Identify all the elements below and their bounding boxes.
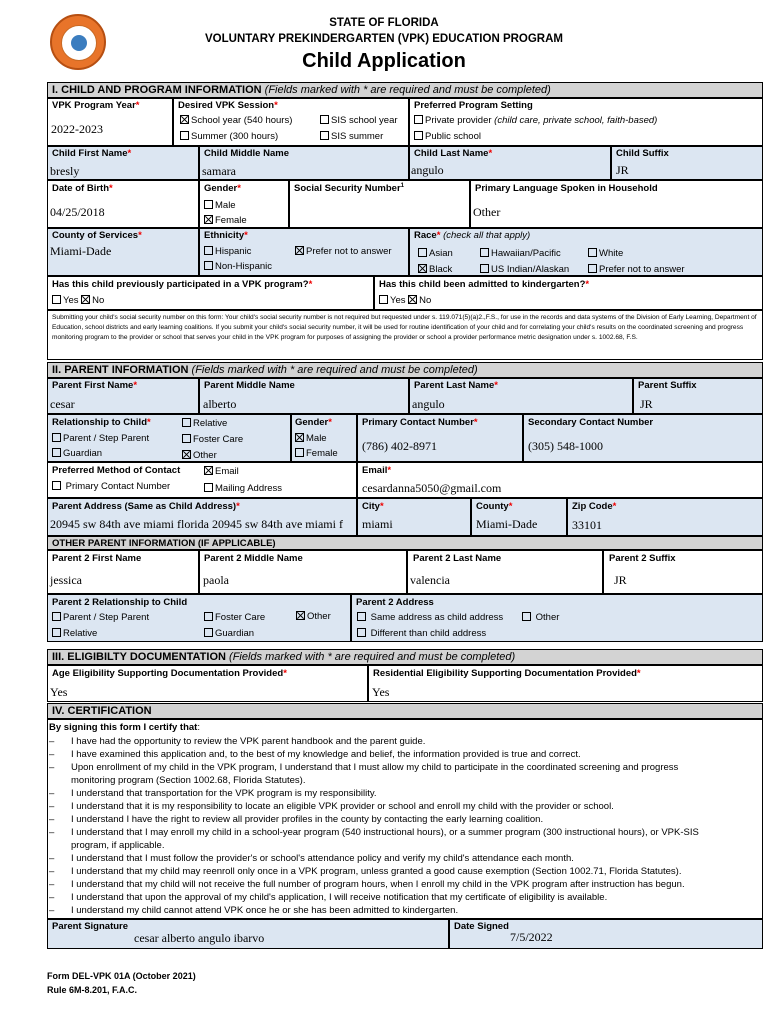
contact-mailing-checkbox[interactable]: Mailing Address bbox=[204, 483, 282, 494]
county-of-services-cell: County of Services* Miami-Dade bbox=[47, 228, 199, 276]
cert-line: – Upon enrollment of my child in the VPK program, I understand that I must allow my child to participate in the coordinated screening and progress bbox=[49, 762, 679, 773]
p2-addr-same-checkbox[interactable]: Same address as child address bbox=[357, 612, 503, 623]
residential-eligibility-cell: Residential Eligibility Supporting Documentation Provided* Yes bbox=[368, 665, 763, 702]
cert-line: – I have had the opportunity to review the VPK parent handbook and the parent guide. bbox=[49, 736, 426, 747]
ssn-note-text: Submitting your child's social security number on this form: Your child's social security number is not required but requested under s. 119.071(5)(a)2.,F.S., for use in the records and data systems of the Division of Early Learning, Department of Education, school districts and early learning coalitions. If you submit your child's social security number, it will be used for routine identification of your child and for correlating your child's results on the coordinated screening and progress monitoring program to the provider or school that serves your child in the VPK program for purposes of assigning the provider or school a provider performance metric designation under s. 1002.68, F.S. bbox=[52, 314, 757, 341]
county-of-services-field[interactable]: Miami-Dade bbox=[50, 244, 112, 258]
session-sis-school-year-checkbox[interactable]: SIS school year bbox=[320, 115, 398, 126]
parent2-first-name-cell: Parent 2 First Name jessica bbox=[47, 550, 199, 594]
parent2-middle-name-field[interactable]: paola bbox=[203, 573, 229, 587]
age-eligibility-cell: Age Eligibility Supporting Documentation Provided* Yes bbox=[47, 665, 368, 702]
cert-line: – I understand that transportation for the VPK program is my responsibility. bbox=[49, 788, 377, 799]
zip-cell: Zip Code* 33101 bbox=[567, 498, 763, 536]
parent-gender-cell: Gender* Male Female bbox=[291, 414, 357, 462]
section-4-header: IV. CERTIFICATION bbox=[47, 703, 763, 719]
cert-line: – I understand that it is my responsibility to locate an eligible VPK provider or school and enroll my child with the provider or school. bbox=[49, 801, 614, 812]
parent2-last-name-field[interactable]: valencia bbox=[410, 573, 450, 587]
cert-line: – I understand that upon the approval of my child's application, I will receive notification that my certificate of eligibility is available. bbox=[49, 892, 608, 903]
ssn-cell: Social Security Number$^1$ bbox=[289, 180, 470, 228]
date-signed-cell: Date Signed 7/5/2022 bbox=[449, 919, 763, 949]
cert-line: – I have examined this application and, to the best of my knowledge and belief, the information provided is true and correct. bbox=[49, 749, 581, 760]
session-school-year-checkbox[interactable]: School year (540 hours) bbox=[180, 115, 292, 126]
race-us-indian-checkbox[interactable]: US Indian/Alaskan bbox=[480, 264, 569, 275]
child-middle-name-cell: Child Middle Name bbox=[199, 146, 409, 180]
rule-number: Rule 6M-8.201, F.A.C. bbox=[47, 985, 138, 995]
p2-rel-other-checkbox[interactable]: Other bbox=[296, 611, 331, 622]
previous-vpk-cell: Has this child previously participated in a VPK program?* Yes No bbox=[47, 276, 374, 310]
cert-line: – I understand that I must follow the provider's or school's attendance policy and verify my child's attendance each month. bbox=[49, 853, 574, 864]
cert-line: – I understand that my child will not receive the full number of program hours, when I enroll my child in the VPK program after instruction has begun. bbox=[49, 879, 685, 890]
cert-line: – I understand my child cannot attend VPK once he or she has been admitted to kindergarten. bbox=[49, 905, 459, 916]
certification-intro: By signing this form I certify that: bbox=[49, 722, 200, 733]
parent-first-name-field[interactable]: cesar bbox=[50, 397, 75, 411]
ethnicity-prefer-not-checkbox[interactable]: Prefer not to answer bbox=[295, 246, 392, 257]
state-heading: STATE OF FLORIDA bbox=[329, 17, 439, 29]
child-last-name-cell: Child Last Name* bbox=[409, 146, 611, 180]
p2-rel-foster-checkbox[interactable]: Foster Care bbox=[204, 612, 265, 623]
contact-email-checkbox[interactable]: Email bbox=[204, 466, 239, 477]
child-gender-cell: Gender* Male Female bbox=[199, 180, 289, 228]
form-header bbox=[0, 0, 768, 80]
kindergarten-yes-checkbox[interactable]: Yes No bbox=[379, 295, 431, 306]
primary-contact-cell: Primary Contact Number* (786) 402-8971 bbox=[357, 414, 523, 462]
signature-field[interactable]: cesar alberto angulo ibarvo bbox=[134, 931, 265, 945]
race-white-checkbox[interactable]: White bbox=[588, 248, 623, 259]
child-suffix-field[interactable]: JR bbox=[616, 163, 629, 177]
program-year-cell: VPK Program Year* 2022-2023 bbox=[47, 98, 173, 146]
session-summer-checkbox[interactable]: Summer (300 hours) bbox=[180, 131, 278, 142]
cert-line: monitoring program (Section 1002.68, Florida Statutes). bbox=[71, 775, 306, 786]
child-first-name-cell: Child First Name* bbox=[47, 146, 199, 180]
child-suffix-cell: Child Suffix bbox=[611, 146, 763, 180]
cert-line: – I understand I have the right to review all provider profiles in the county by contacting the early learning coalition. bbox=[49, 814, 544, 825]
parent2-address-cell: Parent 2 Address Same address as child address Other Different than child address bbox=[351, 594, 763, 642]
age-eligibility-field[interactable]: Yes bbox=[50, 685, 68, 699]
other-parent-header: OTHER PARENT INFORMATION (IF APPLICABLE) bbox=[47, 536, 763, 550]
parent-gender-male-checkbox[interactable]: Male bbox=[295, 433, 327, 444]
program-year-field[interactable]: 2022-2023 bbox=[51, 122, 103, 136]
p2-addr-different-checkbox[interactable]: Different than child address bbox=[357, 628, 486, 639]
ethnicity-hispanic-checkbox[interactable]: Hispanic bbox=[204, 246, 251, 257]
parent2-relationship-cell: Parent 2 Relationship to Child Parent / Step Parent Foster Care Other Relative Guardian bbox=[47, 594, 351, 642]
city-field[interactable]: miami bbox=[362, 517, 393, 531]
form-number: Form DEL-VPK 01A (October 2021) bbox=[47, 971, 196, 981]
section-1-header: I. CHILD AND PROGRAM INFORMATION (Fields marked with * are required and must be completed) bbox=[47, 82, 763, 98]
signature-cell: Parent Signature cesar alberto angulo ibarvo bbox=[47, 919, 449, 949]
contact-method-cell: Preferred Method of Contact Email Primary Contact Number Mailing Address bbox=[47, 462, 357, 498]
setting-public-checkbox[interactable]: Public school bbox=[414, 131, 481, 142]
p2-rel-relative-checkbox[interactable]: Relative bbox=[52, 628, 97, 639]
rel-parent-checkbox[interactable]: Parent / Step Parent bbox=[52, 433, 149, 444]
dob-field[interactable]: 04/25/2018 bbox=[50, 205, 105, 219]
parent2-suffix-field[interactable]: JR bbox=[614, 573, 627, 587]
kindergarten-cell: Has this child been admitted to kindergarten?* Yes No bbox=[374, 276, 763, 310]
form-title: Child Application bbox=[302, 50, 466, 72]
parent-county-cell: County* Miami-Dade bbox=[471, 498, 567, 536]
rel-relative-checkbox[interactable]: Relative bbox=[182, 418, 227, 429]
parent-last-name-field[interactable]: angulo bbox=[412, 397, 445, 411]
parent-address-field[interactable]: 20945 sw 84th ave miami florida 20945 sw 84th ave miami f bbox=[50, 517, 343, 531]
dob-cell: Date of Birth* 04/25/2018 bbox=[47, 180, 199, 228]
city-cell: City* miami bbox=[357, 498, 471, 536]
primary-contact-field[interactable]: (786) 402-8971 bbox=[362, 439, 437, 453]
secondary-contact-field[interactable]: (305) 548-1000 bbox=[528, 439, 603, 453]
p2-rel-parent-checkbox[interactable]: Parent / Step Parent bbox=[52, 612, 149, 623]
parent-email-cell: Email* cesardanna5050@gmail.com bbox=[357, 462, 763, 498]
previous-vpk-yes-checkbox[interactable]: Yes No bbox=[52, 295, 104, 306]
cert-line: – I understand that I may enroll my child in a school-year program (540 instructional hours), or a summer program (300 instructional hours), or VPK-SIS bbox=[49, 827, 699, 838]
rel-foster-checkbox[interactable]: Foster Care bbox=[182, 434, 243, 445]
parent-last-name-cell: Parent Last Name* angulo bbox=[409, 378, 633, 414]
zip-field[interactable]: 33101 bbox=[572, 518, 602, 532]
parent-county-field[interactable]: Miami-Dade bbox=[476, 517, 538, 531]
date-signed-field[interactable]: 7/5/2022 bbox=[510, 930, 553, 944]
residential-eligibility-field[interactable]: Yes bbox=[372, 685, 390, 699]
race-black-checkbox[interactable]: Black bbox=[418, 264, 452, 275]
parent-middle-name-field[interactable]: alberto bbox=[203, 397, 237, 411]
child-last-name-field[interactable]: angulo bbox=[411, 163, 444, 177]
p2-rel-guardian-checkbox[interactable]: Guardian bbox=[204, 628, 254, 639]
p2-addr-other-checkbox[interactable]: Other bbox=[522, 612, 559, 623]
ssn-note-box bbox=[47, 310, 763, 360]
child-gender-male-checkbox[interactable]: Male bbox=[204, 200, 236, 211]
cert-line: – I understand that my child may reenroll only once in a VPK program, unless granted a good cause exemption (Section 1002.71, Florida Statutes). bbox=[49, 866, 682, 877]
parent-address-cell: Parent Address (Same as Child Address)* 20945 sw 84th ave miami florida 20945 sw 84th ave miami f bbox=[47, 498, 357, 536]
race-hawaiian-checkbox[interactable]: Hawaiian/Pacific bbox=[480, 248, 561, 259]
child-first-name-field[interactable]: bresly bbox=[50, 164, 80, 178]
parent-suffix-cell: Parent Suffix JR bbox=[633, 378, 763, 414]
rel-guardian-checkbox[interactable]: Guardian bbox=[52, 448, 102, 459]
race-cell: Race* (check all that apply) Asian Hawaiian/Pacific White Black US Indian/Alaskan Prefer not to answer bbox=[409, 228, 763, 276]
contact-primary-number-checkbox[interactable]: Primary Contact Number bbox=[52, 481, 170, 492]
session-sis-summer-checkbox[interactable]: SIS summer bbox=[320, 131, 383, 142]
secondary-contact-cell: Secondary Contact Number (305) 548-1000 bbox=[523, 414, 763, 462]
parent-middle-name-cell: Parent Middle Name alberto bbox=[199, 378, 409, 414]
parent2-suffix-cell: Parent 2 Suffix JR bbox=[603, 550, 763, 594]
relationship-cell: Relationship to Child* Relative Parent / Step Parent Foster Care Guardian Other bbox=[47, 414, 291, 462]
ethnicity-cell: Ethnicity* Hispanic Prefer not to answer Non-Hispanic bbox=[199, 228, 409, 276]
parent-gender-female-checkbox[interactable]: Female bbox=[295, 448, 338, 459]
rel-other-checkbox[interactable]: Other bbox=[182, 450, 217, 461]
vpk-session-cell: Desired VPK Session* School year (540 hours) SIS school year Summer (300 hours) SIS summer bbox=[173, 98, 409, 146]
parent2-first-name-field[interactable]: jessica bbox=[50, 573, 82, 587]
race-prefer-not-checkbox[interactable]: Prefer not to answer bbox=[588, 264, 685, 275]
section-2-header: II. PARENT INFORMATION (Fields marked with * are required and must be completed) bbox=[47, 362, 763, 378]
race-asian-checkbox[interactable]: Asian bbox=[418, 248, 453, 259]
ethnicity-non-hispanic-checkbox[interactable]: Non-Hispanic bbox=[204, 261, 272, 272]
program-heading: VOLUNTARY PREKINDERGARTEN (VPK) EDUCATION PROGRAM bbox=[205, 33, 563, 45]
setting-private-checkbox[interactable]: Private provider (child care, private school, faith-based) bbox=[414, 115, 657, 126]
child-middle-name-field[interactable]: samara bbox=[202, 164, 236, 178]
parent2-middle-name-cell: Parent 2 Middle Name paola bbox=[199, 550, 407, 594]
section-3-header: III. ELIGIBILTY DOCUMENTATION (Fields marked with * are required and must be completed) bbox=[47, 649, 763, 665]
language-field[interactable]: Other bbox=[473, 205, 501, 219]
language-cell: Primary Language Spoken in Household Other bbox=[470, 180, 763, 228]
child-gender-female-checkbox[interactable]: Female bbox=[204, 215, 247, 226]
cert-line: program, if applicable. bbox=[71, 840, 165, 851]
program-setting-cell: Preferred Program Setting Private provider (child care, private school, faith-based) Public school bbox=[409, 98, 763, 146]
parent-suffix-field[interactable]: JR bbox=[640, 397, 653, 411]
parent2-last-name-cell: Parent 2 Last Name valencia bbox=[407, 550, 603, 594]
parent-email-field[interactable]: cesardanna5050@gmail.com bbox=[362, 481, 502, 495]
parent-first-name-cell: Parent First Name* cesar bbox=[47, 378, 199, 414]
